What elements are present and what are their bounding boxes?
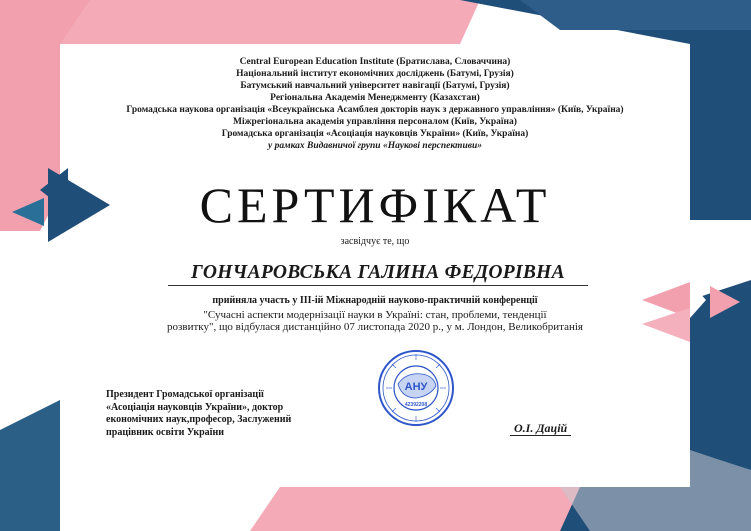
conference-title-line-2: розвитку", що відбулася дистанційно 07 листопада 2020 р., у м. Лондон, Великобританія [167,321,583,333]
stamp-code: 42392208 [404,402,428,408]
publisher-group: у рамках Видавничої групи «Наукові перспективи» [267,141,483,151]
signature-name: О.І. Дацій [510,421,571,436]
president-block [106,389,291,439]
participation-text: прийняла участь у ІІІ-ій Міжнародній науково-практичній конференції [212,295,538,306]
recipient-name: ГОНЧАРОВСЬКА ГАЛИНА ФЕДОРІВНА [168,262,588,286]
official-stamp [376,348,456,428]
president-line: економічних наук,професор, Заслужений [106,414,292,425]
president-line: «Асоціація науковців України», доктор [106,401,284,413]
triangle-white-cut [690,282,706,318]
pink-band-bottom [250,487,580,531]
organization-line: Регіональна Академія Менеджменту (Казахстан) [270,93,480,103]
conference-title-line-1: "Сучасні аспекти модернізації науки в Україні: стан, проблеми, тенденції [203,309,547,321]
certificate-title: СЕРТИФІКАТ [199,177,551,233]
president-line: працівник освіти України [106,426,224,438]
organization-line: Міжрегіональна академія управління персоналом (Київ, Україна) [233,117,517,127]
stamp-abbrev: АНУ [404,381,428,393]
organization-line: Громадська наукова організація «Всеукраїнська Асамблея докторів наук з державного управління» (Київ, Україна) [126,105,624,115]
organization-line: Central European Education Institute (Братислава, Словаччина) [239,57,511,67]
certifies-text: засвідчує те, що [340,236,410,247]
organization-line: Національний інститут економічних досліджень (Батумі, Грузія) [236,69,514,79]
pink-band-top [60,0,480,44]
triangle-pink-c [710,286,740,318]
organization-line: Громадська організація «Асоціація науковців України» (Київ, Україна) [221,129,529,139]
navy-corner-top-right [520,0,751,30]
president-line: Президент Громадської організації [106,389,264,400]
triangle-navy-left [12,198,44,226]
organization-line: Батумський навчальний університет навігації (Батумі, Грузія) [240,81,510,91]
